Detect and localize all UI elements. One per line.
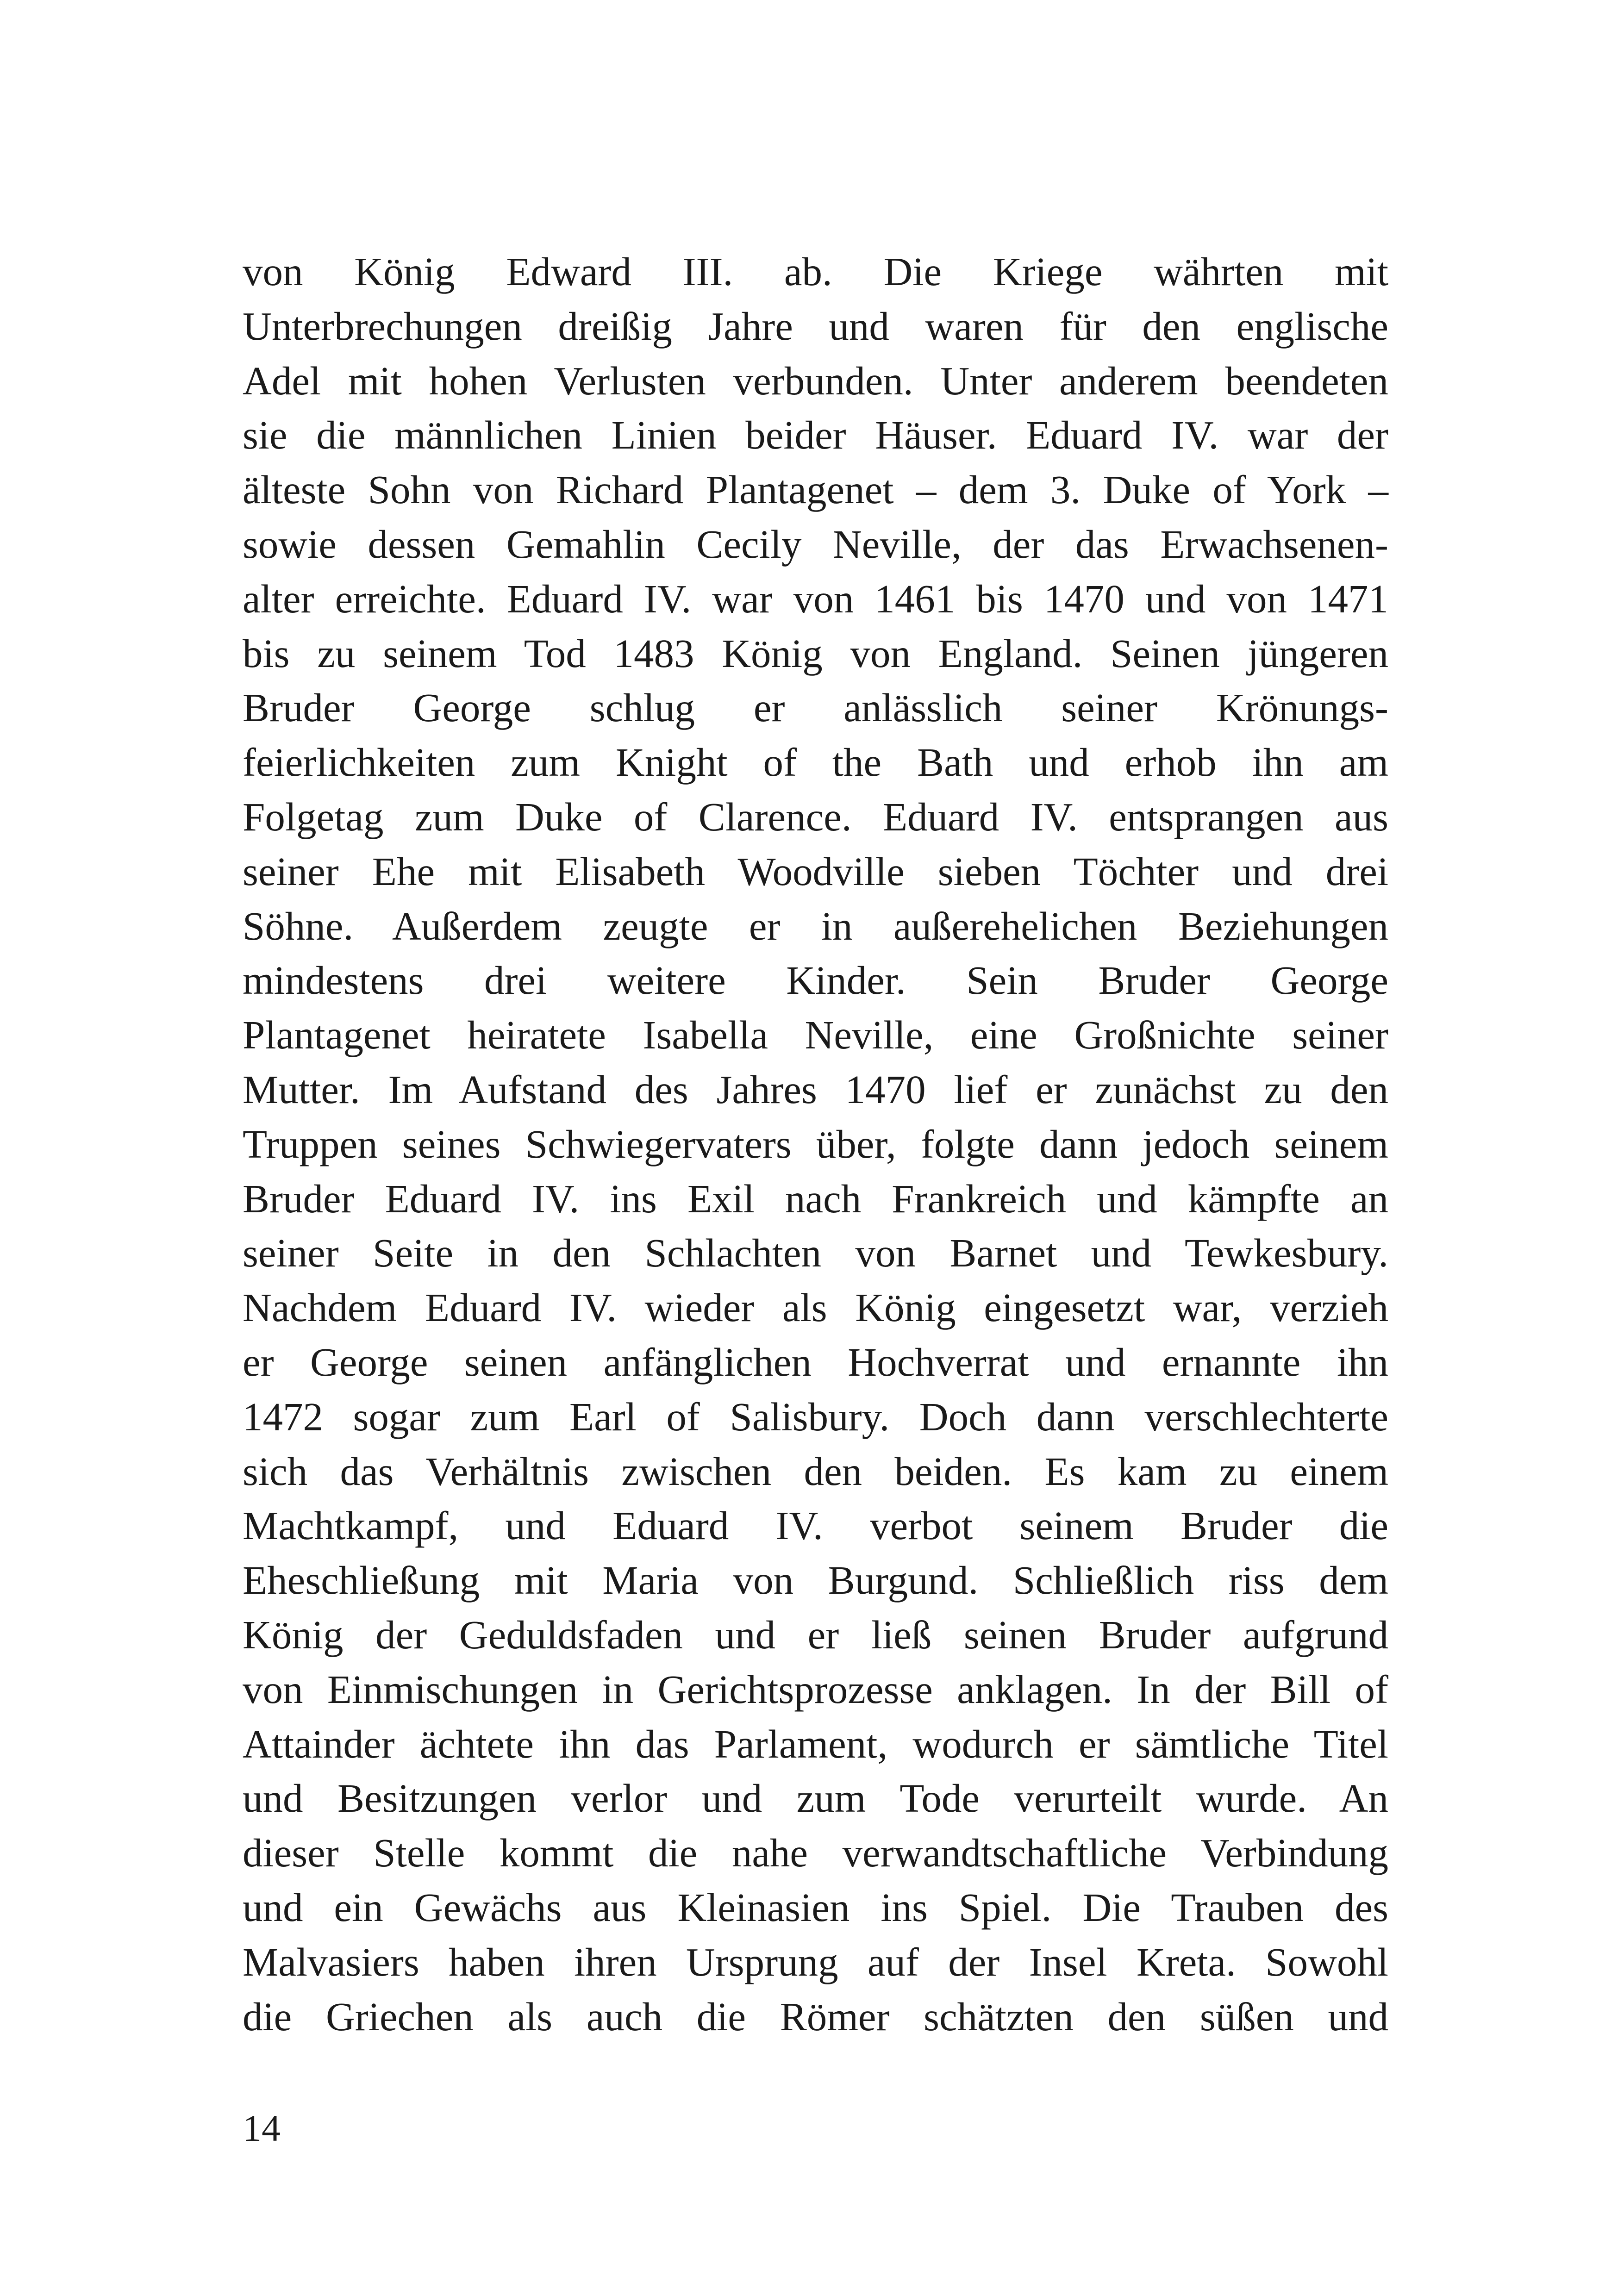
page-number: 14 xyxy=(243,2107,281,2149)
body-text xyxy=(243,244,1388,2044)
text-line: Söhne. Außerdem zeugte er in außerehelichen Beziehungen xyxy=(243,903,1388,948)
text-line: die Griechen als auch die Römer schätzten den süßen und xyxy=(243,1994,1388,2039)
text-line: König der Geduldsfaden und er ließ seinen Bruder aufgrund xyxy=(243,1612,1388,1657)
text-line: Bruder George schlug er anlässlich seiner Krönungs- xyxy=(243,685,1388,730)
text-line: seiner Seite in den Schlachten von Barnet und Tewkesbury. xyxy=(243,1230,1388,1276)
text-line: Truppen seines Schwiegervaters über, folgte dann jedoch seinem xyxy=(243,1121,1388,1166)
text-line: Folgetag zum Duke of Clarence. Eduard IV. entsprangen aus xyxy=(243,794,1388,839)
text-line: Attainder ächtete ihn das Parlament, wodurch er sämtliche Titel xyxy=(243,1721,1388,1766)
text-line: feierlichkeiten zum Knight of the Bath und erhob ihn am xyxy=(243,740,1388,785)
text-line: Eheschließung mit Maria von Burgund. Schließlich riss dem xyxy=(243,1558,1388,1603)
text-line: alter erreichte. Eduard IV. war von 1461 bis 1470 und von 1471 xyxy=(243,576,1388,621)
text-line: er George seinen anfänglichen Hochverrat und ernannte ihn xyxy=(243,1339,1388,1384)
text-line: Plantagenet heiratete Isabella Neville, eine Großnichte seiner xyxy=(243,1012,1388,1058)
text-line: Nachdem Eduard IV. wieder als König eingesetzt war, verzieh xyxy=(243,1285,1388,1330)
text-line: seiner Ehe mit Elisabeth Woodville sieben Töchter und drei xyxy=(243,848,1388,894)
text-line: Machtkampf, und Eduard IV. verbot seinem Bruder die xyxy=(243,1503,1388,1548)
text-line: und Besitzungen verlor und zum Tode verurteilt wurde. An xyxy=(243,1776,1388,1821)
text-line: und ein Gewächs aus Kleinasien ins Spiel. Die Trauben des xyxy=(243,1884,1388,1930)
text-line: bis zu seinem Tod 1483 König von England. Seinen jüngeren xyxy=(243,630,1388,676)
text-line: sowie dessen Gemahlin Cecily Neville, der das Erwachsenen- xyxy=(243,521,1388,567)
text-line: Malvasiers haben ihren Ursprung auf der Insel Kreta. Sowohl xyxy=(243,1939,1388,1984)
text-line: älteste Sohn von Richard Plantagenet – dem 3. Duke of York – xyxy=(243,467,1388,512)
text-line: dieser Stelle kommt die nahe verwandtschaftliche Verbindung xyxy=(243,1830,1388,1876)
text-line: sie die männlichen Linien beider Häuser. Eduard IV. war der xyxy=(243,412,1388,458)
text-line: sich das Verhältnis zwischen den beiden. Es kam zu einem xyxy=(243,1448,1388,1494)
text-line: Adel mit hohen Verlusten verbunden. Unter anderem beendeten xyxy=(243,358,1388,403)
text-line: mindestens drei weitere Kinder. Sein Bruder George xyxy=(243,958,1388,1003)
text-line: Mutter. Im Aufstand des Jahres 1470 lief er zunächst zu den xyxy=(243,1066,1388,1112)
text-line: von König Edward III. ab. Die Kriege währten mit xyxy=(243,249,1388,294)
text-line: 1472 sogar zum Earl of Salisbury. Doch dann verschlechterte xyxy=(243,1394,1388,1439)
text-line: Bruder Eduard IV. ins Exil nach Frankreich und kämpfte an xyxy=(243,1176,1388,1221)
text-line: Unterbrechungen dreißig Jahre und waren für den englische xyxy=(243,303,1388,349)
text-line: von Einmischungen in Gerichtsprozesse anklagen. In der Bill of xyxy=(243,1666,1388,1712)
